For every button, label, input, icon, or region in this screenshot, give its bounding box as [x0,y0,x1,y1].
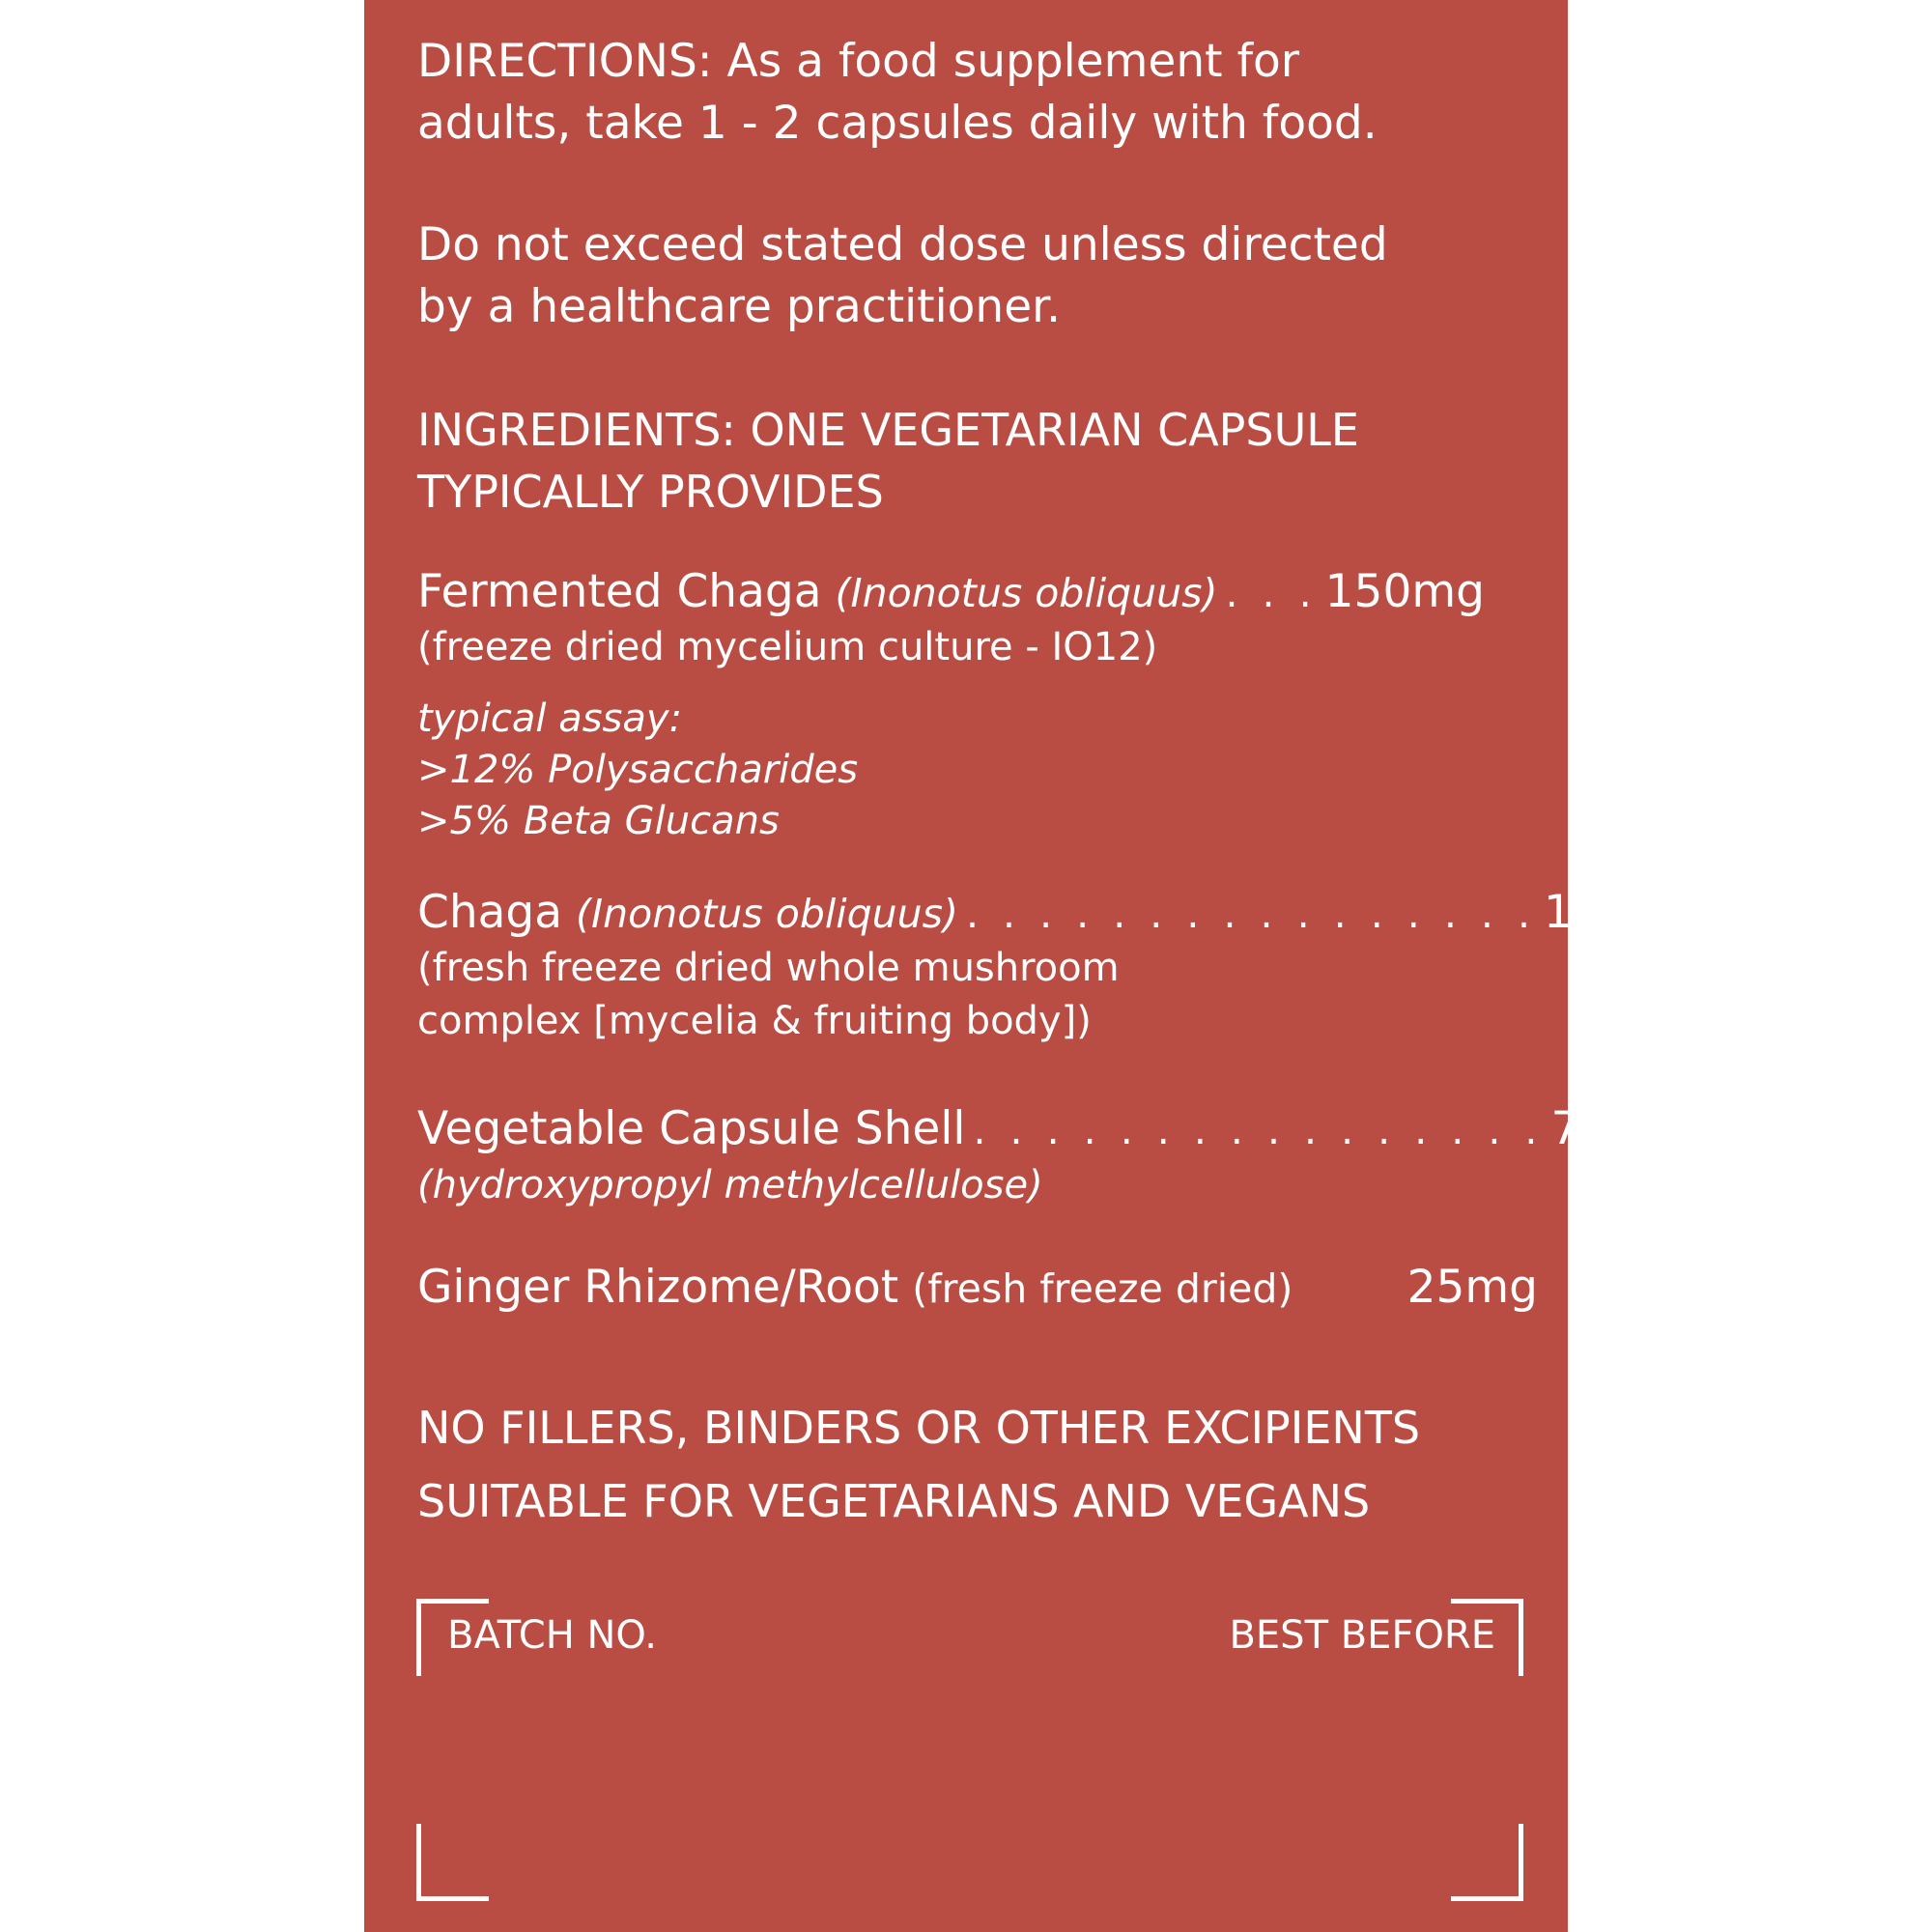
ingredient-row-ginger [417,1261,1538,1314]
ingredient-note: (fresh freeze dried) [912,1265,1293,1312]
ingredient-name: Ginger Rhizome/Root [417,1261,899,1314]
ingredient-row-capsule-shell [417,1102,1682,1155]
ingredient-row-fermented-chaga [417,565,1538,618]
ingredient-dose: 75mg [1550,1102,1682,1155]
chaga-detail-line-1: (fresh freeze dried whole mushroom [417,946,1120,990]
directions-text [417,31,1378,155]
warning-line-1: Do not exceed stated dose unless directed [417,218,1388,271]
assay-polysaccharides: >12% Polysaccharides [417,748,859,792]
ingredient-name: Chaga [417,886,563,939]
leader-dots: . . . [1225,570,1318,616]
directions-line-1: DIRECTIONS: As a food supplement for [417,35,1300,88]
vegan-claim: SUITABLE FOR VEGETARIANS AND VEGANS [417,1475,1371,1527]
ingredient-latin-name: (Inonotus obliquus) [576,891,958,937]
directions-line-2: adults, take 1 - 2 capsules daily with food. [417,97,1378,150]
ingredient-name: Fermented Chaga [417,565,822,618]
ingredient-detail-fermented-chaga: (freeze dried mycelium culture - IO12) [417,625,1158,669]
supplement-label-panel [364,0,1704,1932]
ingredient-row-chaga [417,886,1704,939]
assay-title: typical assay: [417,696,683,741]
frame-corner-bottom-left [416,1824,489,1901]
batch-number-label: BATCH NO. [447,1613,658,1658]
ingredients-heading-line-1: INGREDIENTS: ONE VEGETARIAN CAPSULE [417,404,1359,456]
dose-warning-text [417,214,1388,338]
ingredient-latin-name: (Inonotus obliquus) [835,570,1218,616]
ingredient-detail-chaga [417,942,1120,1048]
typical-assay [417,694,858,847]
ingredient-dose: 100mg [1544,886,1704,939]
ingredients-heading-line-2: TYPICALLY PROVIDES [417,466,884,518]
best-before-label: BEST BEFORE [1229,1613,1495,1658]
warning-line-2: by a healthcare practitioner. [417,280,1062,333]
ingredients-heading [417,399,1359,523]
footer-claims [417,1391,1420,1538]
ingredient-name: Vegetable Capsule Shell [417,1102,966,1155]
leader-dots: . . . . . . . . . . . . . . . . [965,891,1536,937]
assay-beta-glucans: >5% Beta Glucans [417,799,780,843]
ingredient-dose: 25mg [1406,1261,1538,1314]
ingredient-detail-capsule-shell: (hydroxypropyl methylcellulose) [417,1163,1043,1208]
leader-dots: . . . . . . . . . . . . . . . . [973,1107,1544,1153]
no-fillers-claim: NO FILLERS, BINDERS OR OTHER EXCIPIENTS [417,1402,1421,1454]
frame-corner-bottom-right [1451,1824,1523,1901]
ingredient-dose: 150mg [1324,565,1485,618]
chaga-detail-line-2: complex [mycelia & fruiting body]) [417,999,1092,1043]
